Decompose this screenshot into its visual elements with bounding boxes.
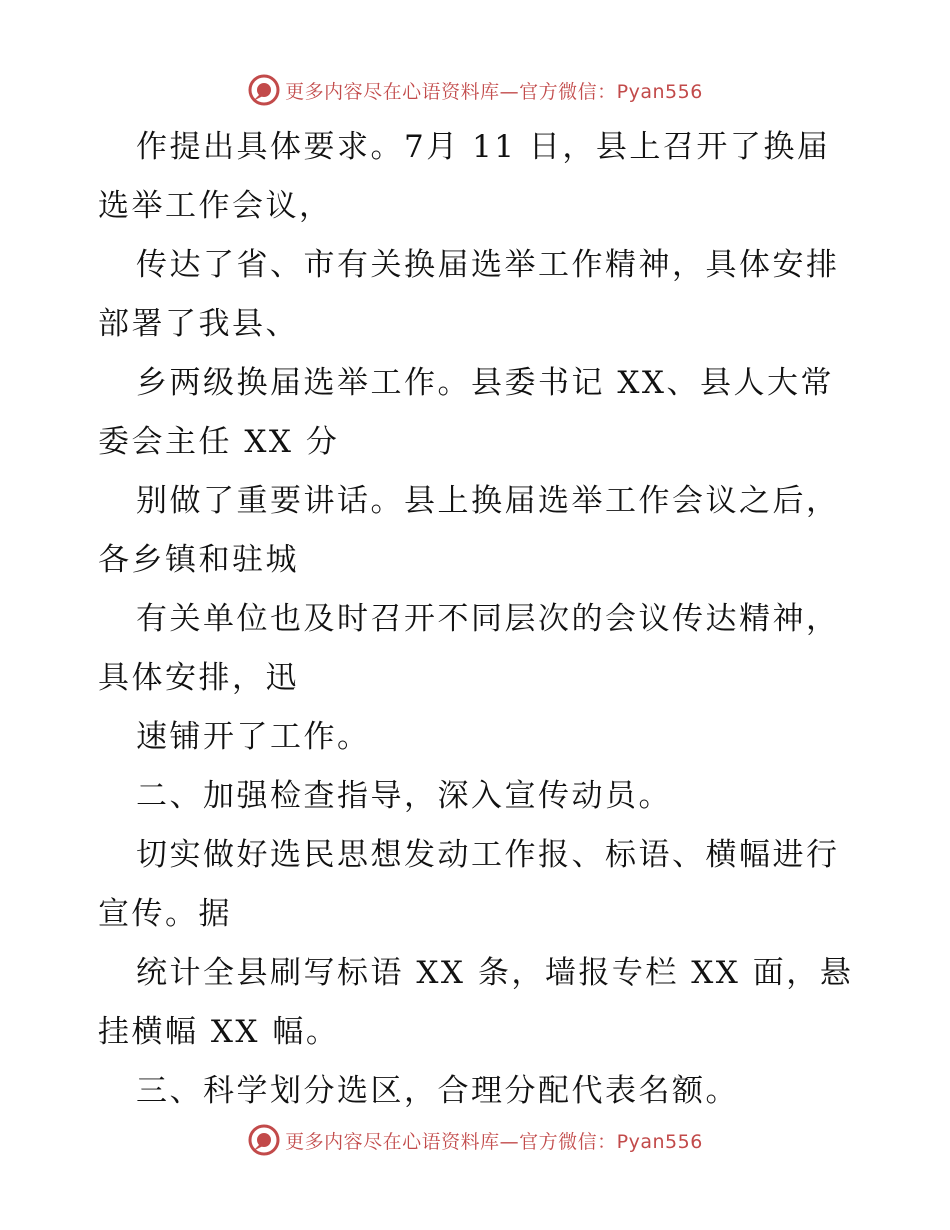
watermark-label: 更多内容尽在心语资料库—官方微信：	[285, 1130, 617, 1153]
document-body	[98, 118, 858, 1121]
watermark-handle: Pyan556	[616, 80, 703, 103]
watermark-logo-icon	[247, 73, 281, 107]
watermark-handle: Pyan556	[616, 1130, 703, 1153]
footer-watermark	[0, 1120, 950, 1160]
text-line: 挂横幅 XX 幅。	[98, 1014, 340, 1050]
text-line: 别做了重要讲话。县上换届选举工作会议之后，	[136, 483, 840, 519]
text-line: 二、加强检查指导，深入宣传动员。	[136, 778, 672, 814]
header-watermark	[0, 70, 950, 110]
text-line: 切实做好选民思想发动工作报、标语、横幅进行	[136, 837, 840, 873]
text-line: 宣传。据	[98, 896, 232, 932]
text-line: 选举工作会议，	[98, 188, 333, 224]
text-line: 各乡镇和驻城	[98, 542, 299, 578]
text-line: 具体安排，迅	[98, 660, 299, 696]
text-line: 三、科学划分选区，合理分配代表名额。	[136, 1073, 739, 1109]
text-line: 有关单位也及时召开不同层次的会议传达精神，	[136, 601, 840, 637]
watermark-label: 更多内容尽在心语资料库—官方微信：	[285, 80, 617, 103]
watermark-text	[285, 1127, 703, 1154]
text-line: 委会主任 XX 分	[98, 424, 340, 460]
text-line: 部署了我县、	[98, 306, 299, 342]
text-line: 乡两级换届选举工作。县委书记 XX、县人大常	[136, 365, 834, 401]
text-line: 速铺开了工作。	[136, 719, 371, 755]
watermark-logo-icon	[247, 1123, 281, 1157]
text-line: 传达了省、市有关换届选举工作精神，具体安排	[136, 247, 840, 283]
text-line: 统计全县刷写标语 XX 条，墙报专栏 XX 面，悬	[136, 955, 854, 991]
watermark-text	[285, 77, 703, 104]
text-line: 作提出具体要求。7月 11 日，县上召开了换届	[136, 129, 831, 165]
